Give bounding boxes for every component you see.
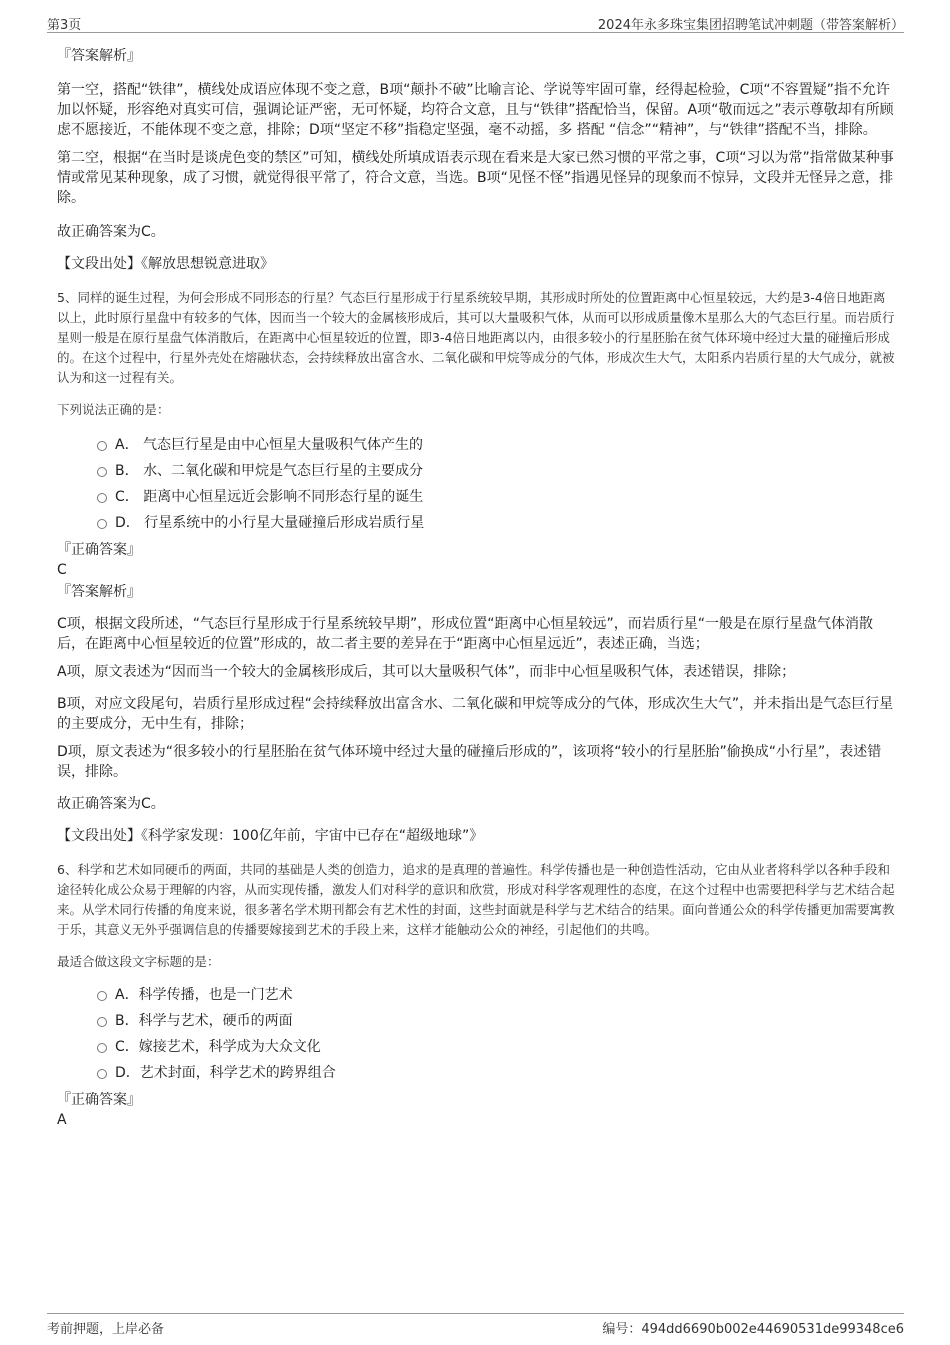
q4-source: 【文段出处】《解放思想锐意进取》 — [57, 256, 274, 272]
q5-explain-c: C项，根据文段所述，“气态巨行星形成于行星系统较早期”，形成位置“距离中心恒星较远”，而岩质行星“一般是在原行星盘气体消散后，在距离中心恒星较近的位置”形成的，故二者主要的差异在于“距离中心恒星远近”，表述正确，当选； — [57, 616, 874, 652]
radio-icon[interactable] — [97, 1069, 107, 1079]
q6-option-b[interactable]: B．科学与艺术，硬币的两面 — [57, 1008, 897, 1034]
q6-answer: A — [57, 1112, 67, 1128]
q6-option-c[interactable]: C．嫁接艺术，科学成为大众文化 — [57, 1034, 897, 1060]
radio-icon[interactable] — [97, 493, 107, 503]
document-title: 2024年永多珠宝集团招聘笔试冲刺题（带答案解析） — [597, 18, 904, 33]
radio-icon[interactable] — [97, 441, 107, 451]
q4-conclusion: 故正确答案为C。 — [57, 224, 165, 240]
page-content — [57, 44, 897, 1130]
radio-icon[interactable] — [97, 1043, 107, 1053]
q5-option-c[interactable]: C． 距离中心恒星远近会影响不同形态行星的诞生 — [57, 484, 897, 510]
q5-prompt: 下列说法正确的是： — [57, 402, 170, 417]
q6-answer-label: 『正确答案』 — [57, 1092, 141, 1108]
q5-stem: 5、同样的诞生过程，为何会形成不同形态的行星？气态巨行星形成于行星系统较早期，其形成时所处的位置距离中心恒星较远，大约是3-4倍日地距离以上，此时原行星盘中有较多的气体，因而当一个较大的金属核形成后，其可以大量吸积气体，从而可以形成质量像木星那么大的气态巨行星。而岩质行星则一般是在原行星盘气体消散后，在距离中心恒星较近的位置，即3-4倍日地距离以内，由很多较小的行星胚胎在贫气体环境中经过大量的碰撞后形成的。在这个过程中，行星外壳处在熔融状态，会持续释放出富含水、二氧化碳和甲烷等成分的气体，形成次生大气，太阳系内岩质行星的大气成分，就被认为和这一过程有关。 — [57, 290, 895, 385]
q6-prompt: 最适合做这段文字标题的是： — [57, 954, 220, 969]
q5-source: 【文段出处】《科学家发现：100亿年前，宇宙中已存在“超级地球”》 — [57, 828, 484, 844]
page-footer — [47, 1313, 904, 1336]
q6-stem: 6、科学和艺术如同硬币的两面，共同的基础是人类的创造力，追求的是真理的普遍性。科学传播也是一种创造性活动，它由从业者将科学以各种手段和途径转化成公众易于理解的内容，从而实现传播，激发人们对科学的意识和欣赏，形成对科学客观理性的态度，在这个过程中也需要把科学与艺术结合起来。从学术同行传播的角度来说，很多著名学术期刊都会有艺术性的封面，这些封面就是科学与艺术结合的结果。面向普通公众的科学传播更加需要寓教于乐，其意义无外乎强调信息的传播要嫁接到艺术的手段上来，这样才能触动公众的神经，引起他们的共鸣。 — [57, 862, 895, 937]
q5-answer: C — [57, 562, 67, 578]
q5-option-d[interactable]: D． 行星系统中的小行星大量碰撞后形成岩质行星 — [57, 510, 897, 536]
q4-explain-para1: 第一空，搭配“铁律”，横线处成语应体现不变之意，B项“颠扑不破”比喻言论、学说等牢固可靠，经得起检验，C项“不容置疑”指不允许加以怀疑，形容绝对真实可信，强调论证严密，无可怀疑，均符合文意，且与“铁律”搭配恰当，保留。A项“敬而远之”表示尊敬却有所顾虑不愿接近，不能体现不变之意，排除；D项“坚定不移”指稳定坚强，毫不动摇，多 搭配 “信念”“精神”，与“铁律”搭配不当，排除。 — [57, 82, 894, 138]
q5-options — [57, 432, 897, 536]
page-header — [47, 12, 904, 33]
q5-option-a[interactable]: A． 气态巨行星是由中心恒星大量吸积气体产生的 — [57, 432, 897, 458]
q5-answer-label: 『正确答案』 — [57, 542, 141, 558]
document-id: 编号：494dd6690b002e44690531de99348ce6 — [602, 1322, 904, 1337]
q4-explain-label: 『答案解析』 — [57, 48, 141, 64]
radio-icon[interactable] — [97, 467, 107, 477]
q6-option-d[interactable]: D．艺术封面，科学艺术的跨界组合 — [57, 1060, 897, 1086]
radio-icon[interactable] — [97, 519, 107, 529]
q6-option-a[interactable]: A．科学传播，也是一门艺术 — [57, 982, 897, 1008]
q5-explain-d: D项，原文表述为“很多较小的行星胚胎在贫气体环境中经过大量的碰撞后形成的”，该项将“较小的行星胚胎”偷换成“小行星”，表述错误，排除。 — [57, 744, 882, 780]
q5-option-b[interactable]: B． 水、二氧化碳和甲烷是气态巨行星的主要成分 — [57, 458, 897, 484]
q5-conclusion: 故正确答案为C。 — [57, 796, 165, 812]
q5-explain-b: B项，对应文段尾句，岩质行星形成过程“会持续释放出富含水、二氧化碳和甲烷等成分的气体，形成次生大气”，并未指出是气态巨行星的主要成分，无中生有，排除； — [57, 696, 894, 732]
q6-options — [57, 982, 897, 1086]
q5-explain-label: 『答案解析』 — [57, 584, 141, 600]
footer-slogan: 考前押题，上岸必备 — [47, 1322, 165, 1337]
q5-explain-a: A项，原文表述为“因而当一个较大的金属核形成后，其可以大量吸积气体”，而非中心恒星吸积气体，表述错误，排除； — [57, 664, 796, 680]
radio-icon[interactable] — [97, 991, 107, 1001]
page-number: 第3页 — [47, 18, 82, 33]
q4-explain-para2: 第二空，根据“在当时是谈虎色变的禁区”可知，横线处所填成语表示现在看来是大家已然习惯的平常之事，C项“习以为常”指常做某种事情或常见某种现象，成了习惯，就觉得很平常了，符合文意，当选。B项“见怪不怪”指遇见怪异的现象而不惊异，文段并无怪异之意，排除。 — [57, 150, 894, 206]
radio-icon[interactable] — [97, 1017, 107, 1027]
